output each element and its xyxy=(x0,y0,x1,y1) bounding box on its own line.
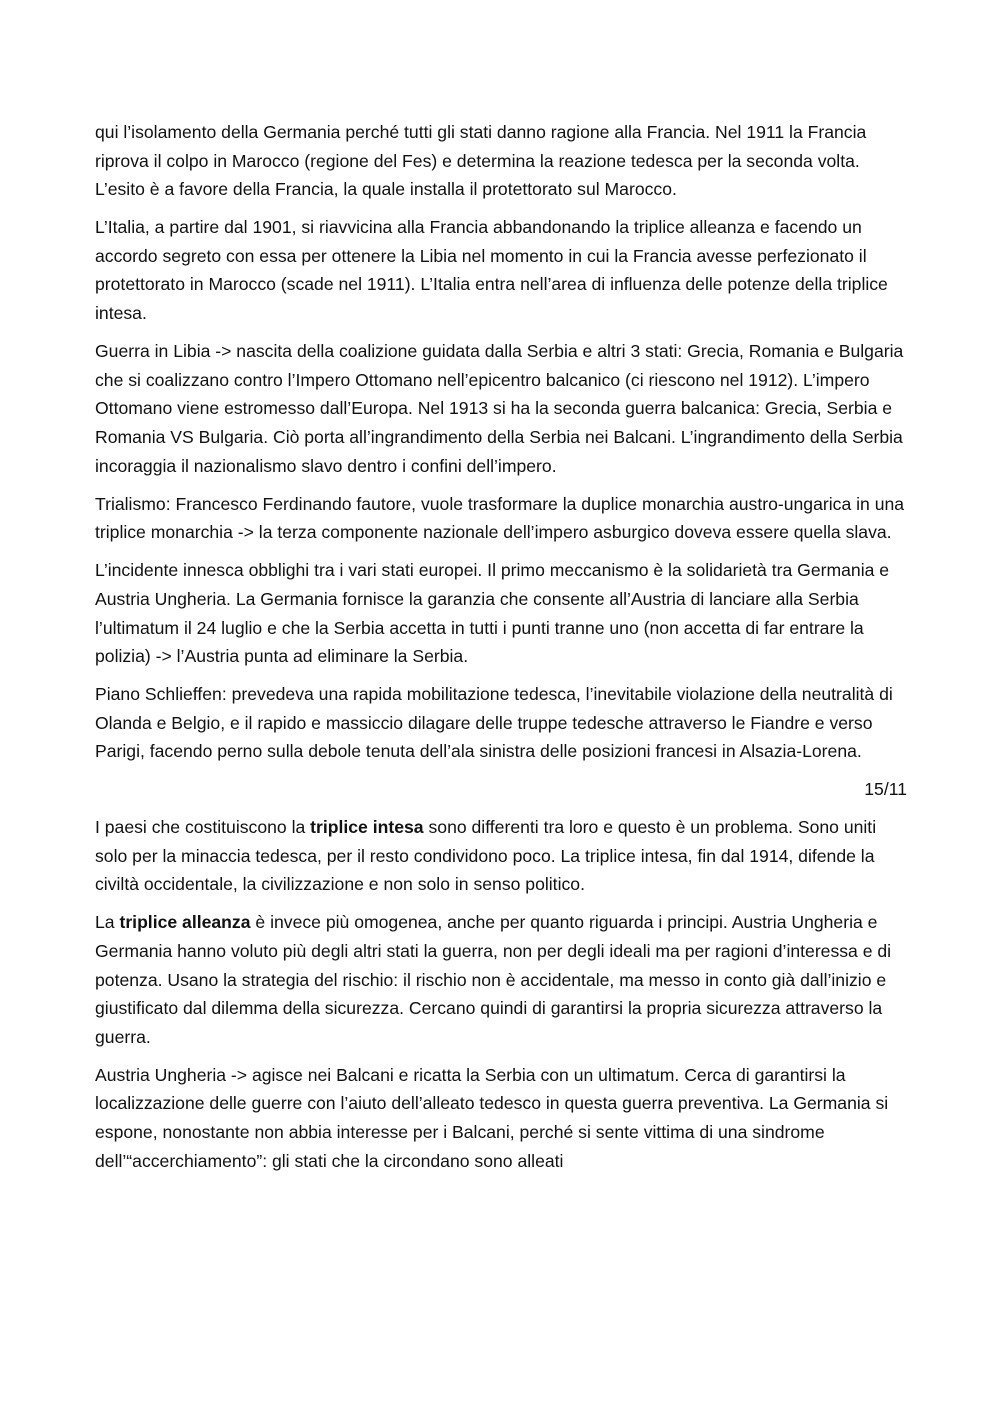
paragraph-triplice-intesa xyxy=(95,813,907,899)
document-page xyxy=(95,118,907,1185)
text-run: La xyxy=(95,912,120,933)
bold-term-triplice-alleanza: triplice alleanza xyxy=(119,912,251,933)
text-run: è invece più omogenea, anche per quanto riguarda i principi. Austria Ungheria e Germania hanno voluto più degli altri stati la guerra, non per degli ideali ma per ragioni d’interessa e di potenza. Usano la strategia del rischio: il rischio non è accidentale, ma messo in conto già dall’inizio e giustificato dal dilemma della sicurezza. Cercano quindi di garantirsi la propria sicurezza attraverso la guerra. xyxy=(95,912,892,1047)
paragraph-isolamento-germania: qui l’isolamento della Germania perché tutti gli stati danno ragione alla Francia. Nel 1911 la Francia riprova il colpo in Marocco (regione del Fes) e determina la reazione tedesca per la seconda volta. L’esito è a favore della Francia, la quale installa il protettorato sul Marocco. xyxy=(95,122,867,200)
paragraph-austria-ungheria: Austria Ungheria -> agisce nei Balcani e ricatta la Serbia con un ultimatum. Cerca di garantirsi la localizzazione delle guerre con l’aiuto dell’alleato tedesco in questa guerra preventiva. La Germania si espone, nonostante non abbia interesse per i Balcani, perché si sente vittima di una sindrome dell’“accerchiamento”: gli stati che la circondano sono alleati xyxy=(95,1064,889,1171)
paragraph-trialismo: Trialismo: Francesco Ferdinando fautore, vuole trasformare la duplice monarchia austro-ungarica in una triplice monarchia -> la terza componente nazionale dell’impero asburgico doveva essere quella slava. xyxy=(95,493,905,543)
paragraph-italia-francia: L’Italia, a partire dal 1901, si riavvicina alla Francia abbandonando la triplice alleanza e facendo un accordo segreto con essa per ottenere la Libia nel momento in cui la Francia avesse perfezionato il protettorato in Marocco (scade nel 1911). L’Italia entra nell’area di influenza delle potenze della triplice intesa. xyxy=(95,217,888,324)
text-run: sono differenti tra loro e questo è un problema. Sono uniti solo per la minaccia tedesca, per il resto condividono poco. La triplice intesa, fin dal 1914, difende la civiltà occidentale, la civilizzazione e non solo in senso politico. xyxy=(95,817,877,895)
section-date: 15/11 xyxy=(864,779,907,800)
text-run: I paesi che costituiscono la xyxy=(95,817,311,838)
paragraph-triplice-alleanza xyxy=(95,908,907,1051)
bold-term-triplice-intesa: triplice intesa xyxy=(310,817,424,838)
paragraph-guerra-libia: Guerra in Libia -> nascita della coalizione guidata dalla Serbia e altri 3 stati: Grecia, Romania e Bulgaria che si coalizzano contro l’Impero Ottomano nell’epicentro balcanico (ci riescono nel 1912). L’impero Ottomano viene estromesso dall’Europa. Nel 1913 si ha la seconda guerra balcanica: Grecia, Serbia e Romania VS Bulgaria. Ciò porta all’ingrandimento della Serbia nei Balcani. L’ingrandimento della Serbia incoraggia il nazionalismo slavo dentro i confini dell’impero. xyxy=(95,341,904,476)
paragraph-piano-schlieffen: Piano Schlieffen: prevedeva una rapida mobilitazione tedesca, l’inevitabile violazione della neutralità di Olanda e Belgio, e il rapido e massiccio dilagare delle truppe tedesche attraverso le Fiandre e verso Parigi, facendo perno sulla debole tenuta dell’ala sinistra delle posizioni francesi in Alsazia-Lorena. xyxy=(95,684,893,762)
paragraph-incidente: L’incidente innesca obblighi tra i vari stati europei. Il primo meccanismo è la solidarietà tra Germania e Austria Ungheria. La Germania fornisce la garanzia che consente all’Austria di lanciare alla Serbia l’ultimatum il 24 luglio e che la Serbia accetta in tutti i punti tranne uno (non accetta di far entrare la polizia) -> l’Austria punta ad eliminare la Serbia. xyxy=(95,560,890,667)
